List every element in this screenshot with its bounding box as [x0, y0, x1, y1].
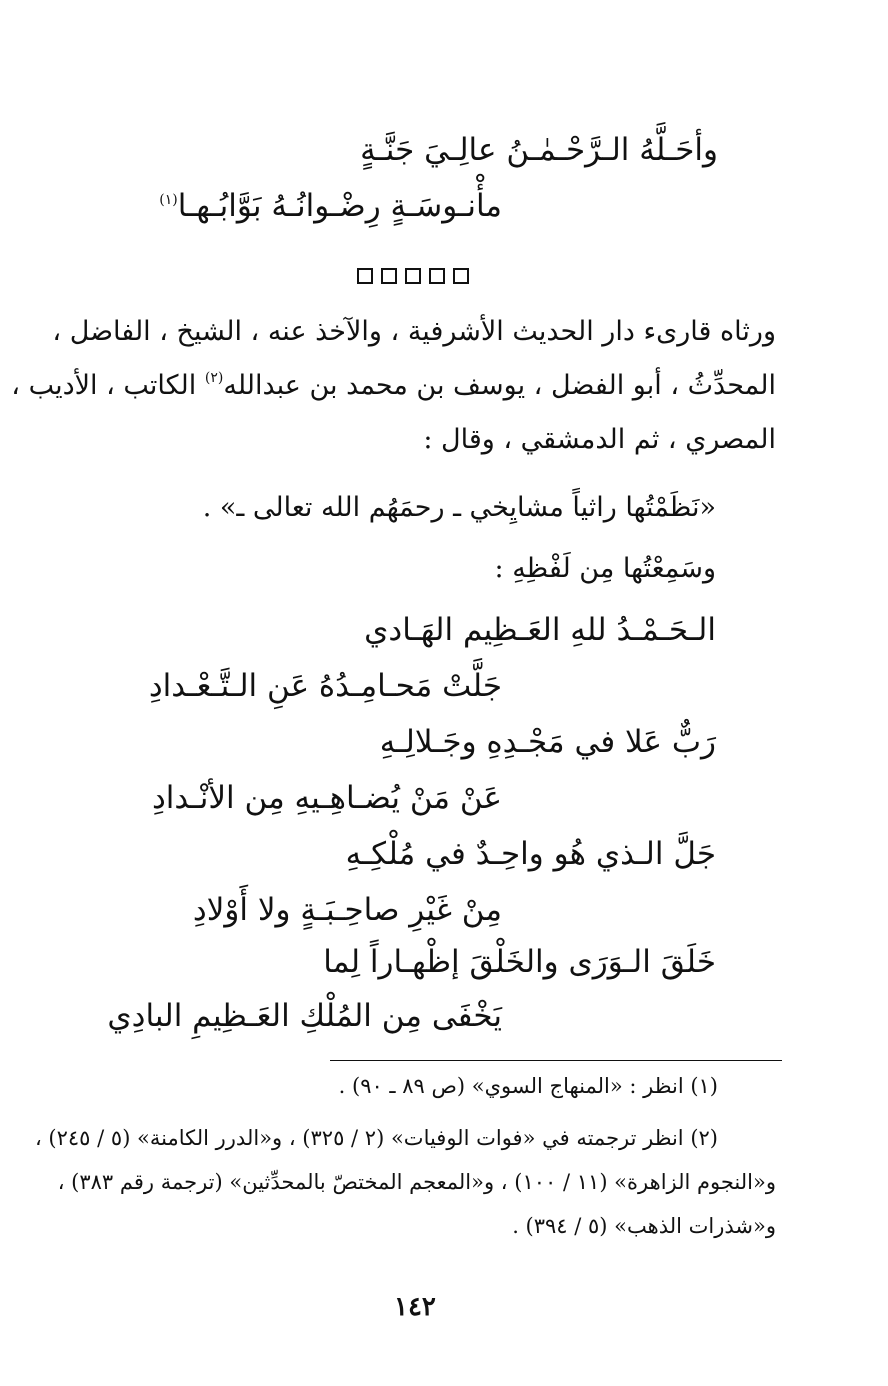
footnote-2-line-3: و«شذرات الذهب» (٥ / ٣٩٤) .	[512, 1214, 776, 1238]
poem-line-6: مِنْ غَيْرِ صاحِـبَـةٍ ولا أَوْلادِ	[192, 892, 502, 928]
separator-square	[357, 268, 373, 284]
poem-line-7: خَلَقَ الـوَرَى والخَلْقَ إظْهـاراً لِما	[323, 944, 716, 980]
poem-top-line-2-text: مأْنـوسَـةٍ رِضْـوانُـهُ بَوَّابُـهـا	[177, 188, 502, 224]
poem-top-line-1: وأحَـلَّهُ الـرَّحْـمٰـنُ عالِـيَ جَنَّـةٍ	[360, 132, 718, 168]
footnote-2-line-1: (٢) انظر ترجمته في «فوات الوفيات» (٢ / ٣٢٥) ، و«الدرر الكامنة» (٥ / ٢٤٥) ،	[34, 1126, 718, 1150]
page-number: ١٤٢	[394, 1292, 436, 1322]
separator-square	[405, 268, 421, 284]
paragraph-line-2	[11, 370, 776, 401]
quote-line: «نَظَمْتُها راثياً مشايِخي ـ رحمَهُم الله تعالى ـ» .	[202, 492, 716, 523]
poem-line-4: عَنْ مَنْ يُضـاهِـيهِ مِن الأنْـدادِ	[151, 780, 502, 816]
poem-line-1: الـحَـمْـدُ للهِ العَـظِيم الهَـادي	[364, 612, 716, 648]
separator-square	[453, 268, 469, 284]
footnote-rule	[330, 1060, 782, 1061]
heard-line: وسَمِعْتُها مِن لَفْظِهِ :	[494, 553, 716, 584]
separator-square	[381, 268, 397, 284]
poem-line-3: رَبٌّ عَلا في مَجْـدِهِ وجَـلالِـهِ	[379, 724, 716, 760]
paragraph-line-3: المصري ، ثم الدمشقي ، وقال :	[423, 424, 776, 455]
paragraph-line-1: ورثاه قارىء دار الحديث الأشرفية ، والآخذ عنه ، الشيخ ، الفاضل ،	[52, 316, 776, 347]
footnote-2-line-2: و«النجوم الزاهرة» (١١ / ١٠٠) ، و«المعجم المختصّ بالمحدِّثين» (ترجمة رقم ٣٨٣) ،	[57, 1170, 776, 1194]
poem-line-2: جَلَّتْ مَحـامِـدُهُ عَنِ الـتَّـعْـدادِ	[148, 668, 502, 704]
section-separator	[357, 268, 487, 288]
footnote-marker-1: (١)	[159, 192, 178, 208]
footnote-marker-2: (٢)	[204, 370, 224, 386]
footnote-1: (١) انظر : «المنهاج السوي» (ص ٨٩ ـ ٩٠) .	[338, 1074, 718, 1098]
poem-top-line-2	[159, 188, 502, 224]
poem-line-8: يَخْفَى مِن المُلْكِ العَـظِيمِ البادِي	[107, 998, 502, 1034]
separator-square	[429, 268, 445, 284]
poem-line-5: جَلَّ الـذي هُو واحِـدٌ في مُلْكِـهِ	[345, 836, 716, 872]
paragraph-line-2-part-1: المحدِّثُ ، أبو الفضل ، يوسف بن محمد بن عبدالله	[223, 370, 776, 401]
paragraph-line-2-part-2: الكاتب ، الأديب ،	[11, 370, 205, 401]
